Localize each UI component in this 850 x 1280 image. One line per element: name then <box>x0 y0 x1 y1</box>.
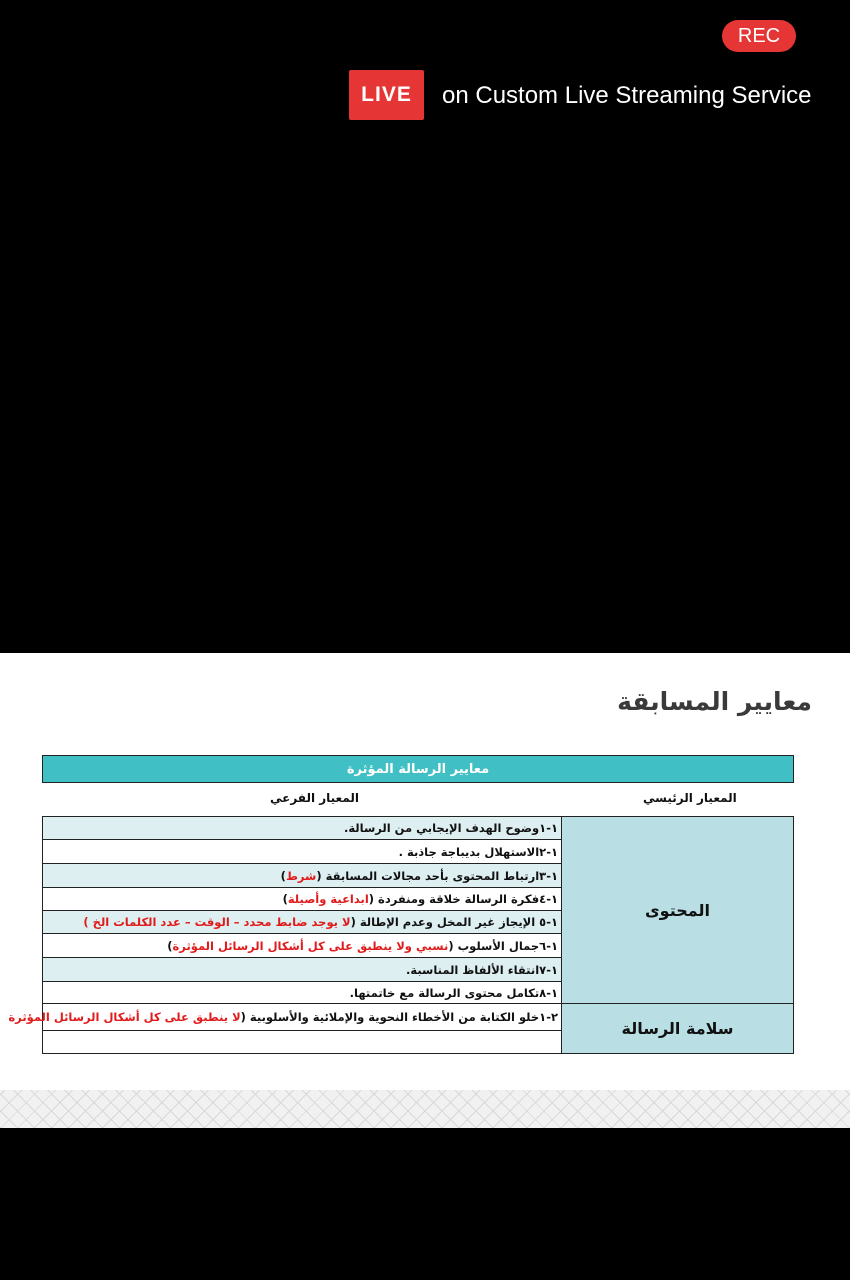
decorative-pattern-strip <box>0 1090 850 1128</box>
row-text: ١-٧انتقاء الألفاظ المناسبة. <box>406 962 558 977</box>
row-tail: ) <box>167 938 173 953</box>
table-row <box>8 1004 561 1031</box>
table-row <box>43 817 561 840</box>
row-text: ١-١وضوح الهدف الإيجابي من الرسالة. <box>343 821 558 835</box>
table-row <box>43 958 561 982</box>
table-row <box>43 840 561 864</box>
shared-slide <box>0 653 850 1128</box>
table-row <box>43 911 561 934</box>
row-text: ١-٢الاستهلال بديباجة جاذبة . <box>398 844 558 859</box>
row-note: لا يوجد ضابط محدد – الوقت – عدد الكلمات الخ ) <box>83 915 351 929</box>
row-note: ابداعية وأصيلة <box>287 892 369 906</box>
row-note: شرط <box>285 868 317 883</box>
main-criterion-safety: سلامة الرسالة <box>561 1004 793 1053</box>
row-text: ١-٤فكرة الرسالة خلاقة ومنفردة ( <box>368 892 558 906</box>
row-text: ٢-١خلو الكتابة من الأخطاء النحوية والإملائية والأسلوبية ( <box>240 1010 558 1024</box>
table-row <box>43 864 561 888</box>
row-text: ١-٨تكامل محتوى الرسالة مع خاتمتها. <box>349 985 558 1000</box>
table-title: معايير الرسالة المؤثرة <box>42 755 794 783</box>
row-text: ١-٣ارتباط المحتوى بأحد مجالات المسابقة ( <box>316 868 558 883</box>
live-badge: LIVE <box>349 70 424 120</box>
row-tail: ) <box>280 868 286 883</box>
slide-title: معايير المسابقة <box>617 687 812 716</box>
main-criterion-content: المحتوى <box>561 817 793 1004</box>
streaming-service-label: on Custom Live Streaming Service <box>442 82 812 109</box>
row-text: ١-٥ الإيجاز غير المخل وعدم الإطالة ( <box>350 915 558 929</box>
table-row <box>43 934 561 958</box>
table-row <box>43 982 561 1004</box>
column-header-sub-criterion: المعيار الفرعي <box>270 791 359 805</box>
table-row <box>43 1031 561 1053</box>
column-header-main-criterion: المعيار الرئيسي <box>643 791 737 805</box>
table-row <box>43 888 561 911</box>
row-note: نسبي ولا ينطبق على كل أشكال الرسائل المؤثرة <box>172 938 449 953</box>
criteria-table <box>8 816 794 1054</box>
row-text: ١-٦جمال الأسلوب ( <box>448 938 558 953</box>
rec-badge: REC <box>722 20 796 52</box>
row-tail: ) <box>282 892 288 906</box>
row-note: لا ينطبق على كل أشكال الرسائل المؤثرة <box>8 1010 241 1024</box>
